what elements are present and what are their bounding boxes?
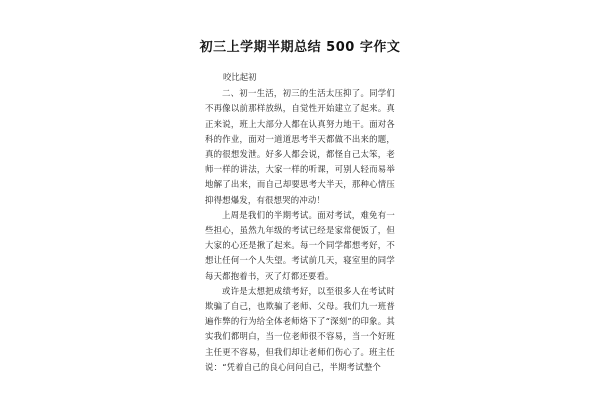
author-line: 咬比起初: [223, 72, 257, 82]
paragraph-2: 上周是我们的半期考试。面对考试，难免有一些担心，虽然九年级的考试已经是家常便饭了，但大家的心还是揪了起来。每一个同学都想考好，不想让任何一个人失望。考试前几天，寝室里的同学每天都抱着书，灭了灯都还要看。: [205, 209, 395, 281]
paragraph-1: 二、初一生活，初三的生活太压抑了。同学们不再像以前那样放纵，自觉性开始建立了起来。真正来说，班上大部分人都在认真努力地干。面对各科的作业，面对一道道思考半天都做不出来的题，真的很想发泄。好多人都会说，都怪自己太笨，老师一样的讲法，大家一样的听课，可别人轻而易举地解了出来，而自己却要思考大半天，那种心情压抑得想爆发，有很想哭的冲动！: [205, 88, 395, 205]
paragraph-3: 或许是太想把成绩考好，以至很多人在考试时欺骗了自己，也欺骗了老师、父母。我们九一班普遍作弊的行为给全体老师烙下了“深刻”的印象。其实我们都明白，当一位老师很不容易，当一个好班主任更不容易，但我们却让老师们伤心了。班主任说：“凭着自己的良心问问自己，半期考试整个: [205, 285, 395, 372]
document-title: 初三上学期半期总结 500 字作文: [199, 40, 401, 55]
document-body: [205, 70, 395, 375]
